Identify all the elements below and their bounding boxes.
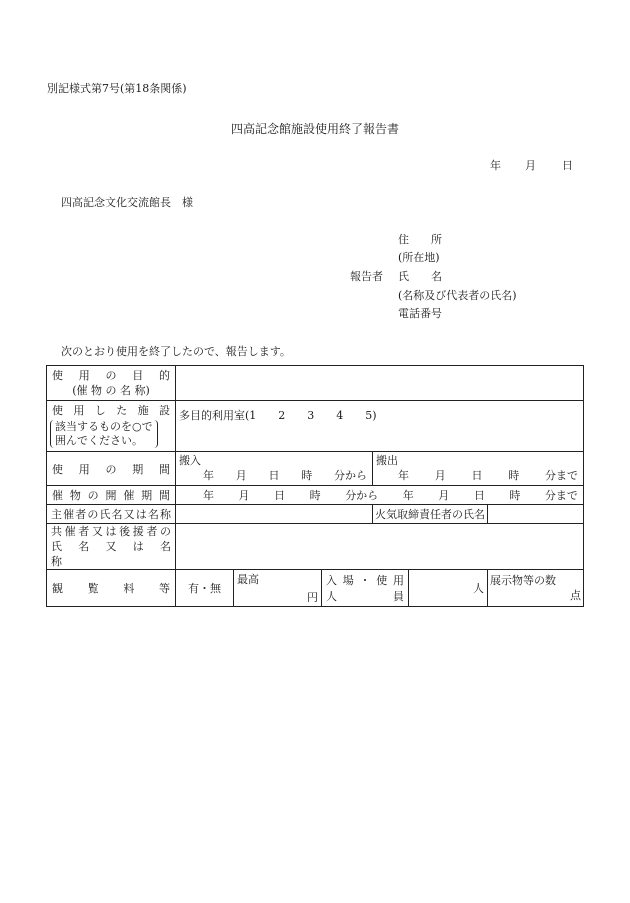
location-label: (所在地) — [398, 251, 440, 264]
facility-field[interactable] — [176, 401, 584, 452]
carry-in-label: 搬入 — [179, 454, 201, 467]
period-label-cell — [47, 452, 176, 486]
reporter-label: 報告者 — [350, 270, 383, 283]
fire-manager-label: 火気取締責任者の氏名 — [375, 508, 485, 521]
organizer-field[interactable] — [176, 505, 373, 524]
facility-note-line1: 該当するものを○で — [55, 420, 153, 433]
event-period-label: 催 物 の 開 催 期 間 — [52, 489, 170, 502]
date-month-label: 月 — [525, 159, 536, 172]
carry-out-hour: 時 — [508, 469, 520, 482]
organizer-label: 主催者の氏名又は名称 — [51, 508, 171, 521]
event-end-hour: 時 — [509, 489, 521, 502]
attendance-label-cell — [322, 570, 409, 607]
period-label: 使 用 の 期 間 — [52, 462, 170, 476]
facility-note — [50, 420, 158, 448]
name-note: (名称及び代表者の氏名) — [398, 289, 517, 302]
event-period-field[interactable] — [176, 486, 584, 505]
cosponsor-label-cell — [47, 524, 182, 570]
exhibits-cell[interactable] — [488, 570, 584, 607]
cosponsor-field[interactable] — [176, 524, 584, 570]
carry-in-day: 日 — [268, 469, 280, 482]
carry-in-field[interactable] — [176, 452, 373, 486]
document-title: 四高記念館施設使用終了報告書 — [230, 122, 399, 136]
period-row — [47, 452, 584, 486]
carry-in-from: 分から — [334, 469, 367, 482]
carry-in-month: 月 — [235, 469, 247, 482]
fee-yesno: 有・無 — [188, 582, 221, 595]
recipient: 四高記念文化交流館長 様 — [61, 196, 193, 209]
purpose-label: 使 用 の 目 的 — [52, 369, 170, 382]
carry-out-month: 月 — [434, 469, 446, 482]
attendance-unit: 人 — [473, 582, 484, 595]
event-period-label-cell — [47, 486, 176, 505]
event-end-month: 月 — [438, 489, 450, 502]
carry-out-label: 搬出 — [376, 454, 398, 467]
date-year-label: 年 — [490, 159, 501, 172]
organizer-row — [47, 505, 584, 524]
fee-label: 観 覧 料 等 — [52, 582, 170, 595]
fee-yesno-cell[interactable] — [176, 570, 234, 607]
fee-max-label: 最高 — [237, 573, 259, 586]
phone-label: 電話番号 — [398, 307, 442, 320]
exhibits-label: 展示物等の数 — [490, 574, 556, 587]
facility-label-cell — [47, 401, 176, 452]
fire-manager-label-cell — [373, 505, 488, 524]
event-end-until: 分まで — [544, 489, 578, 502]
form-number: 別記様式第7号(第18条関係) — [47, 82, 187, 95]
purpose-field[interactable] — [176, 366, 584, 401]
purpose-row — [47, 366, 584, 401]
purpose-sublabel: (催 物 の 名 称) — [72, 384, 150, 397]
facility-row — [47, 401, 584, 452]
address-label: 住 所 — [398, 233, 442, 246]
event-end-year: 年 — [402, 489, 414, 502]
fee-max-cell[interactable] — [234, 570, 322, 607]
fee-label-cell — [47, 570, 176, 607]
carry-out-until: 分まで — [545, 469, 578, 482]
facility-note-line2: 囲んでください。 — [55, 434, 143, 447]
intro-text: 次のとおり使用を終了したので、報告します。 — [61, 345, 291, 358]
event-start-year: 年 — [203, 489, 214, 502]
carry-in-year: 年 — [203, 469, 214, 482]
fee-unit: 円 — [307, 591, 318, 604]
carry-in-hour: 時 — [301, 469, 313, 482]
event-period-row — [47, 486, 584, 505]
fire-manager-field[interactable] — [488, 505, 584, 524]
carry-out-day: 日 — [471, 469, 483, 482]
attendance-field[interactable] — [409, 570, 488, 607]
cosponsor-label-line1: 共催者又は後援者の — [51, 525, 171, 538]
facility-value: 多目的利用室(1 2 3 4 5) — [179, 409, 377, 422]
exhibits-unit: 点 — [570, 589, 581, 602]
fee-row — [47, 570, 584, 607]
report-table — [46, 365, 584, 607]
carry-out-datetime — [376, 468, 580, 483]
name-label: 氏 名 — [398, 270, 442, 283]
event-start-month: 月 — [238, 489, 250, 502]
purpose-label-cell — [47, 366, 176, 401]
carry-out-field[interactable] — [373, 452, 584, 486]
event-period-datetime — [179, 487, 580, 503]
cosponsor-label-line2: 氏 名 又 は 名 称 — [51, 540, 182, 568]
organizer-label-cell — [47, 505, 176, 524]
event-start-from: 分から — [345, 489, 379, 502]
event-start-hour: 時 — [309, 489, 321, 502]
attendance-label: 入 場 ・ 使 用 人 員 — [326, 574, 404, 603]
cosponsor-row — [47, 524, 584, 570]
event-end-day: 日 — [473, 489, 485, 502]
date-day-label: 日 — [562, 159, 573, 172]
carry-in-datetime — [179, 468, 369, 483]
carry-out-year: 年 — [398, 469, 409, 482]
event-start-day: 日 — [274, 489, 286, 502]
facility-label: 使 用 し た 施 設 — [52, 404, 170, 417]
